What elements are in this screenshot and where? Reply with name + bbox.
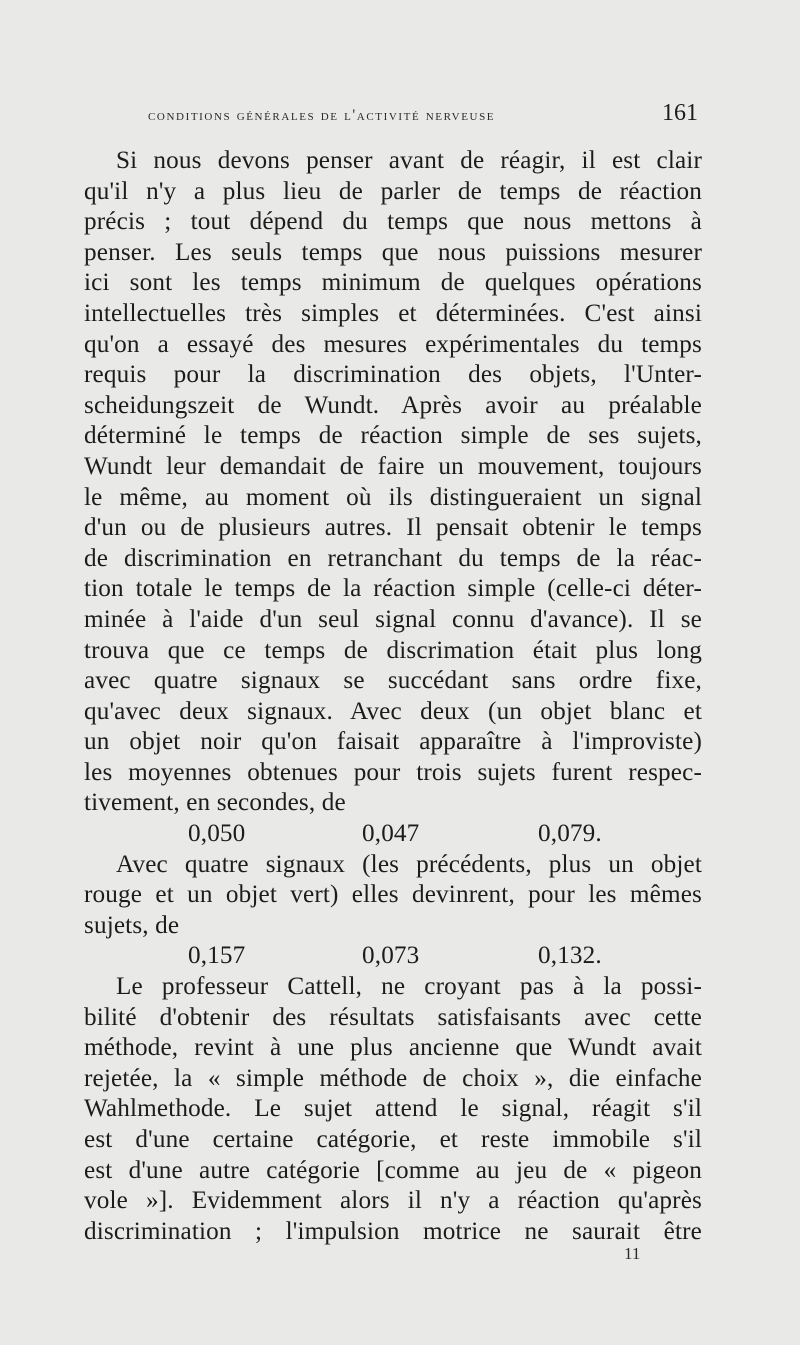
text-line: précis ; tout dépend du temps que nous mettons à — [84, 208, 702, 236]
text-line: Le professeur Cattell, ne croyant pas à la possi- — [116, 973, 702, 1001]
text-line: Wundt leur demandait de faire un mouvement, toujours — [84, 452, 702, 480]
value-cell: 0,079. — [538, 820, 602, 848]
text-line: scheidungszeit de Wundt. Après avoir au préalable — [84, 391, 702, 419]
text-line: sujets, de — [84, 911, 180, 939]
text-line: d'un ou de plusieurs autres. Il pensait obtenir le temps — [84, 514, 702, 542]
text-line: rouge et un objet vert) elles devinrent, pour les mêmes — [84, 881, 702, 909]
body-text — [84, 146, 702, 1247]
values-row-four-signals — [84, 941, 702, 972]
text-line: avec quatre signaux se succédant sans ordre fixe, — [84, 667, 702, 695]
text-line: est d'une autre catégorie [comme au jeu de « pigeon — [84, 1156, 702, 1184]
text-line: méthode, revint à une plus ancienne que Wundt avait — [84, 1034, 702, 1062]
page-number: 161 — [662, 100, 698, 126]
value-cell: 0,050 — [188, 820, 246, 848]
running-title: conditions générales de l'activité nerveuse — [148, 107, 496, 124]
text-line: tion totale le temps de la réaction simple (celle-ci déter- — [84, 575, 702, 603]
text-line: Avec quatre signaux (les précédents, plus un objet — [116, 850, 702, 878]
text-line: intellectuelles très simples et déterminées. C'est ainsi — [84, 299, 702, 327]
text-line: déterminé le temps de réaction simple de ses sujets, — [84, 422, 702, 450]
text-line: Si nous devons penser avant de réagir, il est clair — [116, 147, 702, 174]
text-line: un objet noir qu'on faisait apparaître à l'improviste) — [84, 728, 702, 756]
text-line: de discrimination en retranchant du temps de la réac- — [84, 544, 702, 572]
values-row-two-signals — [84, 819, 702, 850]
value-cell: 0,132. — [538, 942, 602, 970]
text-line: discrimination ; l'impulsion motrice ne saurait être — [84, 1217, 702, 1245]
text-line: le même, au moment où ils distingueraient un signal — [84, 483, 702, 511]
text-line: ici sont les temps minimum de quelques opérations — [84, 269, 702, 297]
text-line: bilité d'obtenir des résultats satisfaisants avec cette — [84, 1003, 702, 1031]
text-line: Wahlmethode. Le sujet attend le signal, réagit s'il — [84, 1095, 702, 1123]
value-cell: 0,073 — [362, 942, 420, 970]
text-line: minée à l'aide d'un seul signal connu d'avance). Il se — [84, 605, 702, 633]
text-line: vole »]. Evidemment alors il n'y a réaction qu'après — [84, 1187, 702, 1215]
text-line: qu'on a essayé des mesures expérimentales du temps — [84, 330, 702, 358]
text-line: qu'il n'y a plus lieu de parler de temps de réaction — [84, 177, 702, 205]
signature-mark: 11 — [624, 1244, 641, 1263]
value-cell: 0,047 — [362, 820, 420, 848]
page-header — [148, 100, 698, 127]
text-line: qu'avec deux signaux. Avec deux (un objet blanc et — [84, 697, 702, 725]
text-line: penser. Les seuls temps que nous puissions mesurer — [84, 238, 702, 266]
text-line: est d'une certaine catégorie, et reste immobile s'il — [84, 1126, 702, 1153]
text-line: tivement, en secondes, de — [84, 789, 346, 817]
text-line: les moyennes obtenues pour trois sujets furent respec- — [84, 758, 702, 786]
text-line: rejetée, la « simple méthode de choix », die einfache — [84, 1064, 702, 1092]
value-cell: 0,157 — [188, 942, 246, 970]
text-line: requis pour la discrimination des objets, l'Unter- — [84, 361, 702, 389]
text-line: trouva que ce temps de discrimation était plus long — [84, 636, 702, 664]
